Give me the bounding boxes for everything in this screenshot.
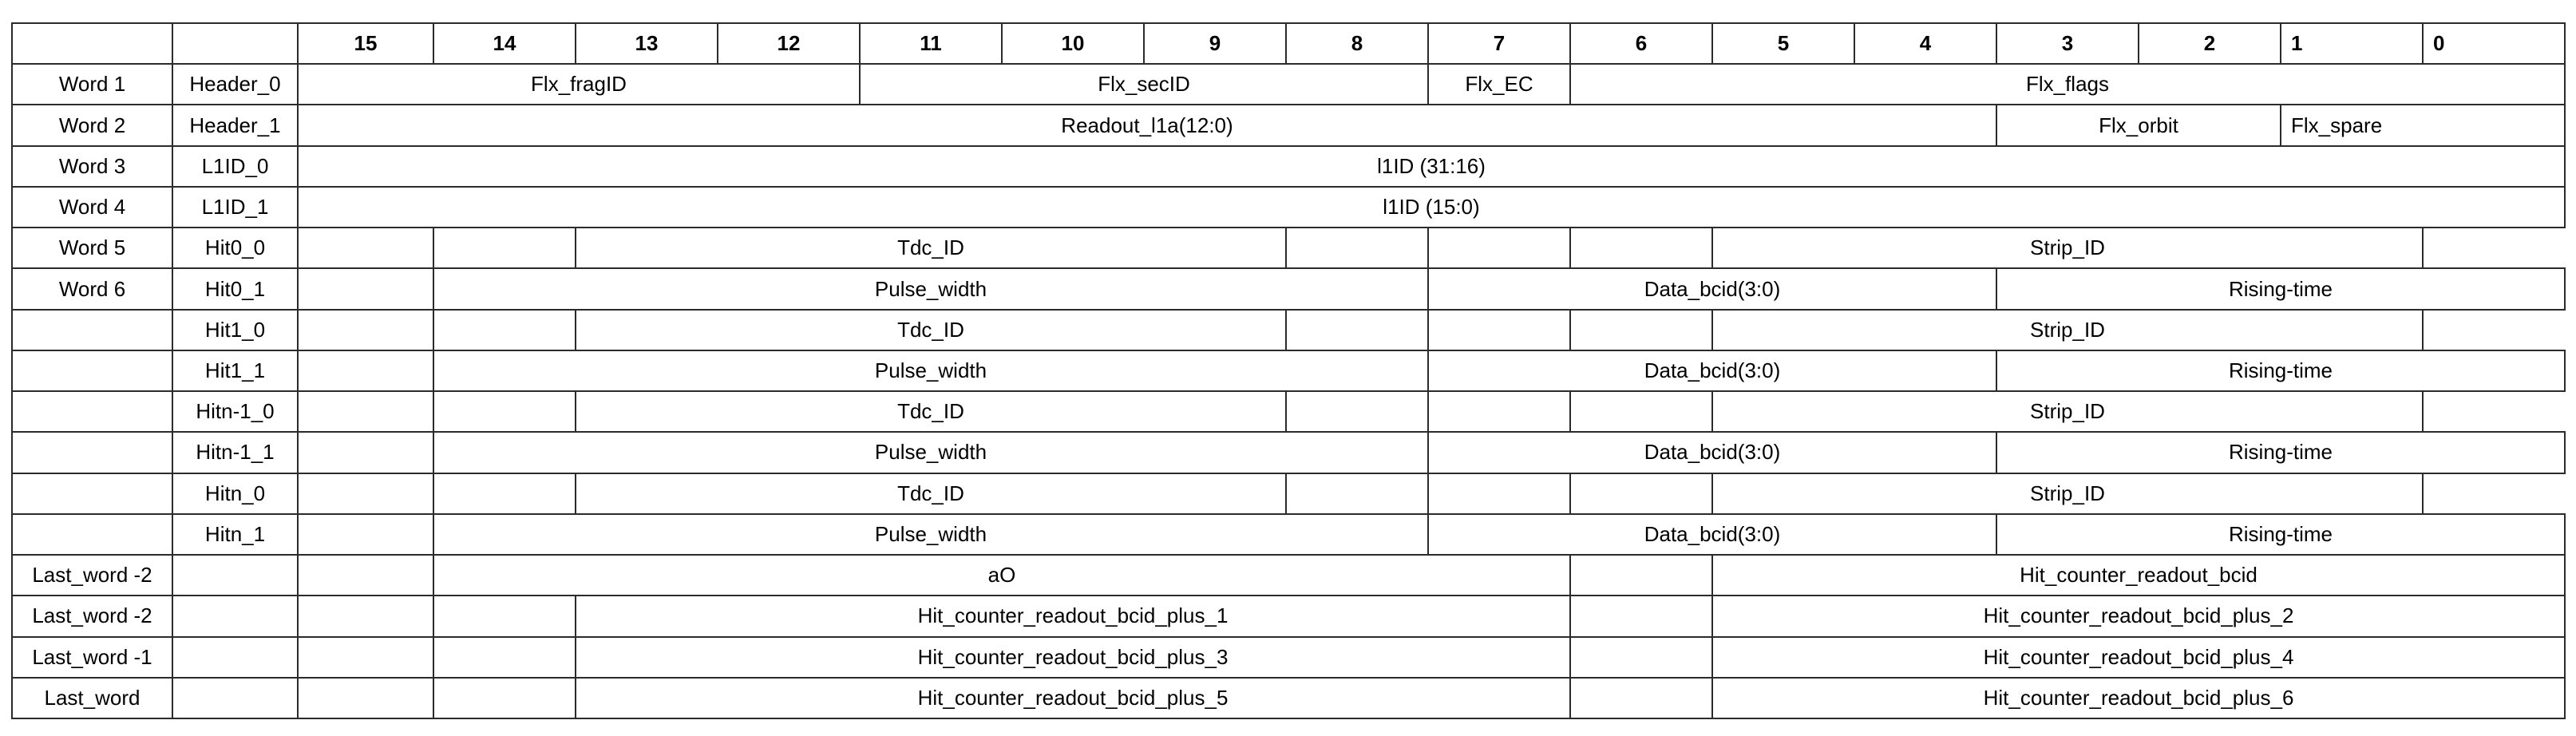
empty-cell xyxy=(1286,473,1428,514)
field-cell: Flx_orbit xyxy=(1996,105,2281,145)
table-row xyxy=(12,391,2565,432)
field-cell: Rising-time xyxy=(1996,268,2565,309)
field-cell: Hit_counter_readout_bcid_plus_5 xyxy=(576,678,1570,718)
field-cell: Hit_counter_readout_bcid xyxy=(1712,555,2565,596)
field-name: L1ID_1 xyxy=(172,187,298,228)
field-cell: Strip_ID xyxy=(1712,310,2423,350)
word-label: Word 4 xyxy=(12,187,172,228)
empty-cell xyxy=(433,637,576,678)
word-label: Word 2 xyxy=(12,105,172,145)
table-row xyxy=(12,678,2565,718)
bit-header: 11 xyxy=(860,23,1002,64)
empty-cell xyxy=(298,228,433,268)
bit-layout-table xyxy=(11,22,2566,719)
empty-cell xyxy=(298,432,433,473)
field-cell: Tdc_ID xyxy=(576,473,1286,514)
empty-cell xyxy=(1570,228,1712,268)
word-label: Word 5 xyxy=(12,228,172,268)
bit-header: 15 xyxy=(298,23,433,64)
bit-header: 1 xyxy=(2281,23,2423,64)
bit-header: 3 xyxy=(1996,23,2139,64)
field-cell: Hit_counter_readout_bcid_plus_1 xyxy=(576,596,1570,636)
word-label: Word 3 xyxy=(12,146,172,187)
field-name: Hit0_1 xyxy=(172,268,298,309)
field-name: L1ID_0 xyxy=(172,146,298,187)
field-cell: Strip_ID xyxy=(1712,473,2423,514)
empty-cell xyxy=(1570,596,1712,636)
table-row xyxy=(12,187,2565,228)
empty-cell xyxy=(433,678,576,718)
empty-cell xyxy=(1428,310,1570,350)
empty-cell xyxy=(1428,473,1570,514)
table-row xyxy=(12,310,2565,350)
word-label: Last_word xyxy=(12,678,172,718)
table-row xyxy=(12,596,2565,636)
field-name: Hit1_1 xyxy=(172,350,298,391)
bit-header: 13 xyxy=(576,23,718,64)
field-cell: Rising-time xyxy=(1996,514,2565,555)
bit-header: 10 xyxy=(1002,23,1144,64)
bit-header: 5 xyxy=(1712,23,1854,64)
bit-header: 7 xyxy=(1428,23,1570,64)
bit-header-row xyxy=(12,23,2565,64)
empty-cell xyxy=(433,596,576,636)
empty-cell xyxy=(1570,555,1712,596)
empty-cell xyxy=(298,391,433,432)
corner-cell xyxy=(172,23,298,64)
field-cell: Tdc_ID xyxy=(576,391,1286,432)
field-name xyxy=(172,637,298,678)
field-cell: Hit_counter_readout_bcid_plus_6 xyxy=(1712,678,2565,718)
word-label: Last_word -2 xyxy=(12,555,172,596)
empty-cell xyxy=(1428,228,1570,268)
empty-cell xyxy=(298,268,433,309)
field-cell: l1ID (15:0) xyxy=(298,187,2565,228)
field-name: Hit0_0 xyxy=(172,228,298,268)
empty-cell xyxy=(433,473,576,514)
field-cell: Pulse_width xyxy=(433,514,1428,555)
table-row xyxy=(12,637,2565,678)
empty-cell xyxy=(298,678,433,718)
field-cell: Pulse_width xyxy=(433,268,1428,309)
field-cell: Flx_secID xyxy=(860,64,1428,105)
table-row xyxy=(12,432,2565,473)
bit-header: 14 xyxy=(433,23,576,64)
field-cell: Pulse_width xyxy=(433,432,1428,473)
bit-header: 0 xyxy=(2423,23,2565,64)
field-cell: Hit_counter_readout_bcid_plus_4 xyxy=(1712,637,2565,678)
field-name xyxy=(172,596,298,636)
field-cell: Hit_counter_readout_bcid_plus_2 xyxy=(1712,596,2565,636)
word-label xyxy=(12,432,172,473)
empty-cell xyxy=(298,637,433,678)
field-cell: Flx_EC xyxy=(1428,64,1570,105)
word-label xyxy=(12,514,172,555)
field-cell: Data_bcid(3:0) xyxy=(1428,268,1996,309)
bit-header: 12 xyxy=(718,23,860,64)
table-row xyxy=(12,228,2565,268)
bit-header: 6 xyxy=(1570,23,1712,64)
table-row xyxy=(12,146,2565,187)
field-cell: Readout_l1a(12:0) xyxy=(298,105,1996,145)
field-name: Header_1 xyxy=(172,105,298,145)
table-row xyxy=(12,555,2565,596)
table-row xyxy=(12,514,2565,555)
field-cell: Data_bcid(3:0) xyxy=(1428,514,1996,555)
empty-cell xyxy=(298,555,433,596)
field-cell: Tdc_ID xyxy=(576,310,1286,350)
field-name: Hitn_1 xyxy=(172,514,298,555)
field-cell: Pulse_width xyxy=(433,350,1428,391)
word-label: Last_word -1 xyxy=(12,637,172,678)
bit-header: 4 xyxy=(1854,23,1996,64)
empty-cell xyxy=(1570,391,1712,432)
empty-cell xyxy=(298,514,433,555)
empty-cell xyxy=(1570,637,1712,678)
field-cell: Tdc_ID xyxy=(576,228,1286,268)
table-row xyxy=(12,105,2565,145)
word-label: Word 6 xyxy=(12,268,172,309)
field-name: Hitn-1_1 xyxy=(172,432,298,473)
table-row xyxy=(12,268,2565,309)
empty-cell xyxy=(1428,391,1570,432)
field-name: Hitn_0 xyxy=(172,473,298,514)
field-cell: Rising-time xyxy=(1996,350,2565,391)
table-row xyxy=(12,473,2565,514)
empty-cell xyxy=(298,596,433,636)
table-row xyxy=(12,350,2565,391)
field-name xyxy=(172,678,298,718)
field-cell: Hit_counter_readout_bcid_plus_3 xyxy=(576,637,1570,678)
field-name: Header_0 xyxy=(172,64,298,105)
field-cell: Strip_ID xyxy=(1712,391,2423,432)
field-cell: Flx_fragID xyxy=(298,64,860,105)
empty-cell xyxy=(1570,310,1712,350)
word-label: Word 1 xyxy=(12,64,172,105)
empty-cell xyxy=(433,391,576,432)
field-name xyxy=(172,555,298,596)
field-cell: Rising-time xyxy=(1996,432,2565,473)
empty-cell xyxy=(298,350,433,391)
empty-cell xyxy=(433,310,576,350)
empty-cell xyxy=(298,473,433,514)
field-cell: Flx_spare xyxy=(2281,105,2565,145)
word-label xyxy=(12,350,172,391)
field-cell: Strip_ID xyxy=(1712,228,2423,268)
empty-cell xyxy=(1570,678,1712,718)
word-label xyxy=(12,310,172,350)
corner-cell xyxy=(12,23,172,64)
bit-header: 2 xyxy=(2139,23,2281,64)
empty-cell xyxy=(1286,391,1428,432)
bit-header: 8 xyxy=(1286,23,1428,64)
empty-cell xyxy=(1286,228,1428,268)
word-label xyxy=(12,391,172,432)
bit-header: 9 xyxy=(1144,23,1286,64)
table-row xyxy=(12,64,2565,105)
field-cell: Data_bcid(3:0) xyxy=(1428,432,1996,473)
word-label xyxy=(12,473,172,514)
empty-cell xyxy=(1570,473,1712,514)
field-cell: Flx_flags xyxy=(1570,64,2565,105)
word-label: Last_word -2 xyxy=(12,596,172,636)
field-name: Hit1_0 xyxy=(172,310,298,350)
empty-cell xyxy=(1286,310,1428,350)
empty-cell xyxy=(433,228,576,268)
empty-cell xyxy=(298,310,433,350)
field-cell: l1ID (31:16) xyxy=(298,146,2565,187)
field-cell: Data_bcid(3:0) xyxy=(1428,350,1996,391)
field-name: Hitn-1_0 xyxy=(172,391,298,432)
field-cell: aO xyxy=(433,555,1570,596)
